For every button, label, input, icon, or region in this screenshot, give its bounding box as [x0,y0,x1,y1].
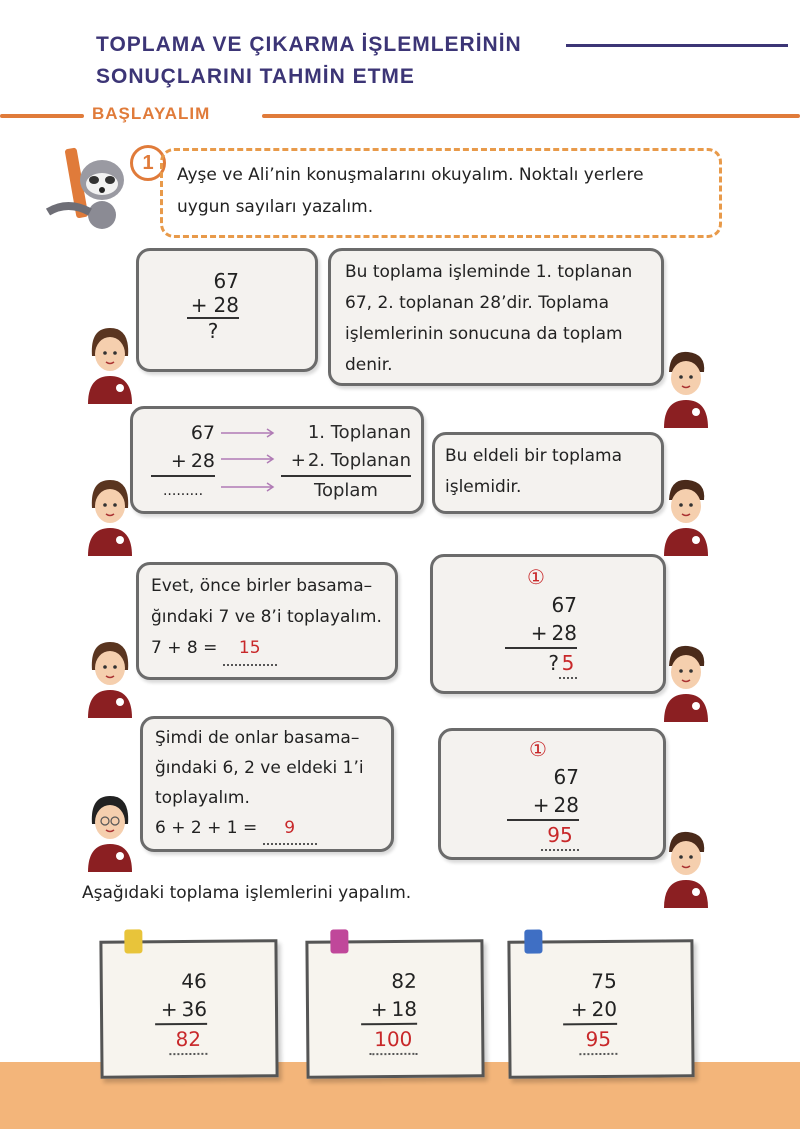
equation: 6 + 2 + 1 = [155,818,263,838]
speech-bubble-boy-4 [438,728,666,860]
answer-blank: 15 [223,633,277,666]
instruction-box [160,148,722,238]
sum-answer: 95 [579,1025,617,1055]
addend-1: 67 [551,593,577,617]
bubble-line-1: Şimdi de onlar basama– [155,728,360,748]
addend-2: 28 [190,450,215,472]
carry-mark: ① [527,565,545,589]
page-title-line1: TOPLAMA VE ÇIKARMA İŞLEMLERİNİN [96,33,522,56]
bubble-text-2: Bu eldeli bir toplama işlemidir. [445,446,623,497]
plus-sign: + [530,621,548,645]
tens-unknown: ? [548,651,559,675]
addend-1: 75 [591,968,617,994]
label-sum: Toplam [281,475,411,505]
boy-avatar-icon [660,826,712,908]
girl-avatar-icon [84,790,136,872]
boy-avatar-icon [660,346,712,428]
bubble-line-3: toplayalım. [155,788,250,808]
addend-2: 36 [181,996,208,1022]
plus-sign: + [170,450,187,472]
addend-2: 28 [213,293,239,317]
page-title-line2: SONUÇLARINI TAHMİN ETME [96,65,415,88]
sum-answer: 100 [369,1025,417,1055]
addend-2: 18 [391,996,418,1022]
speech-bubble-girl-3 [136,562,398,680]
bubble-line-2: ğındaki 7 ve 8’i toplayalım. [151,607,382,627]
exercise-prompt: Aşağıdaki toplama işlemlerini yapalım. [82,883,412,903]
girl-avatar-icon [84,322,136,404]
arrow-lines [219,423,281,497]
bubble-line-1: Evet, önce birler basama– [151,576,373,596]
boy-avatar-icon [660,640,712,722]
addend-1: 46 [181,968,207,994]
addend-1: 67 [213,269,239,293]
paper-clip-icon [524,930,542,954]
section-label: BAŞLAYALIM [92,104,211,123]
carry-mark: ① [529,737,547,761]
speech-bubble-girl-1 [136,248,318,372]
girl-avatar-icon [84,636,136,718]
raccoon-pencil-icon [40,140,140,230]
addend-1: 67 [190,422,215,444]
girl-avatar-icon [84,474,136,556]
instruction-text: Ayşe ve Ali’nin konuşmalarını okuyalım. Noktalı yerlere uygun sayıları yazalım. [177,165,644,217]
speech-bubble-boy-3 [430,554,666,694]
label-first-addend: 1. Toplanan [307,422,411,443]
exercise-card-1 [99,939,278,1079]
paper-clip-icon [124,929,142,953]
sum-answer: 82 [169,1025,207,1055]
speech-bubble-boy-2 [432,432,664,514]
answer-blank: 9 [263,813,317,845]
addend-2: 28 [553,793,579,817]
label-second-addend: 2. Toplanan [307,450,411,471]
sum-unknown: ? [207,319,219,343]
section-rule-left [0,114,84,118]
exercise-card-3 [507,939,694,1079]
addend-1: 67 [553,765,579,789]
exercise-card-2 [305,939,484,1079]
speech-bubble-girl-2 [130,406,424,514]
equation: 7 + 8 = [151,638,223,658]
ones-answer: 5 [559,649,577,679]
boy-avatar-icon [660,474,712,556]
plus-sign: + [570,997,588,1022]
activity-number-badge: 1 [130,145,166,181]
title-rule [566,44,788,47]
addend-1: 82 [391,968,417,994]
addend-2: 20 [591,996,618,1022]
speech-bubble-boy-1 [328,248,664,386]
bubble-line-2: ğındaki 6, 2 ve eldeki 1’i [155,758,364,778]
sum-answer: 95 [541,821,579,851]
paper-clip-icon [330,929,348,953]
plus-sign: + [532,793,550,817]
sum-blank: ......... [151,475,215,505]
addend-2: 28 [551,621,577,645]
bubble-text-1: Bu toplama işleminde 1. toplanan 67, 2. toplanan 28’dir. Toplama işlemlerinin sonucuna da toplam denir. [345,262,633,375]
plus-sign: + [290,450,306,471]
plus-sign: + [370,997,388,1022]
plus-sign: + [190,293,208,317]
section-rule-right [262,114,800,118]
plus-sign: + [160,997,178,1022]
speech-bubble-girl-4 [140,716,394,852]
